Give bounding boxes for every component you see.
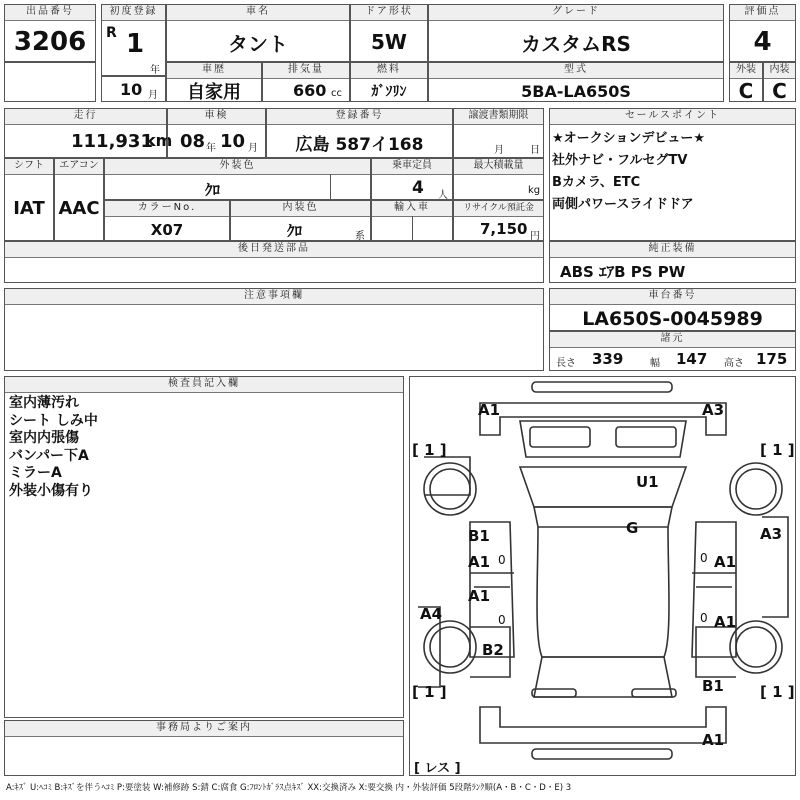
plate-box: [266, 108, 453, 158]
interior-suffix: 系: [355, 231, 365, 242]
recycle-label: リサイクル預託金: [454, 201, 543, 217]
grade: カスタムRS: [521, 31, 631, 56]
reg-month-box: [101, 76, 166, 102]
transfer-month: 月: [494, 145, 504, 156]
mark-front-left: A1: [478, 401, 501, 419]
reg-month: 10: [120, 80, 143, 99]
inspector-line: バンパー下A: [9, 447, 89, 464]
sales-points-label: セールスポイント: [550, 109, 795, 125]
mark-left-side: A4: [420, 605, 443, 623]
history-label: 車歴: [167, 63, 261, 79]
cc-unit: cc: [331, 88, 342, 99]
first-reg-box: [101, 4, 166, 76]
office-label: 事務局よりご案内: [5, 721, 403, 737]
lot-box: [4, 4, 96, 62]
displacement-label: 排気量: [263, 63, 349, 79]
month-unit: 月: [148, 90, 158, 101]
int-label: 内装: [764, 63, 795, 79]
grade-label: グレード: [429, 5, 723, 21]
mark-right-side: A3: [760, 525, 783, 543]
interior-label: 内装色: [231, 201, 370, 217]
capacity-label: 乗車定員: [372, 159, 452, 175]
ac-label: エアコン: [55, 159, 103, 175]
mileage: 111,931: [71, 131, 153, 152]
color-divider: [330, 174, 331, 200]
mark-roof: U1: [636, 473, 659, 491]
int-grade-box: [763, 62, 796, 102]
insp-month-unit: 月: [248, 143, 258, 154]
inspector-line: ミラーA: [9, 465, 62, 481]
inspector-line: シート しみ中: [9, 412, 98, 429]
later-parts-label: 後日発送部品: [5, 242, 543, 258]
chassis-box: [549, 288, 796, 331]
mark-glass: G: [626, 519, 639, 537]
sales-point-line: 社外ナビ・フルセグTV: [552, 153, 688, 168]
car-damage-diagram: [409, 376, 796, 776]
mark-zero: 0: [498, 613, 506, 627]
mark-rear-bumper: A1: [702, 731, 725, 749]
ac-box: [54, 158, 104, 241]
fuel: ｶﾞｿﾘﾝ: [371, 84, 407, 100]
history: 自家用: [187, 82, 241, 103]
transfer-box: [453, 108, 544, 158]
door-type: 5W: [371, 30, 407, 54]
inspector-line: 外装小傷有り: [9, 482, 93, 499]
color-label: 外装色: [105, 159, 370, 175]
mark-rear-right: B1: [702, 677, 724, 695]
mark-tire-fl: [ 1 ]: [412, 441, 447, 459]
interior: ｸﾛ: [287, 222, 303, 240]
width-label: 幅: [650, 358, 660, 369]
insp-month: 10: [220, 131, 246, 152]
ext-grade: C: [738, 79, 754, 103]
fuel-box: [350, 62, 428, 102]
length: 339: [592, 350, 624, 368]
mark-left-front-door-top: B1: [468, 527, 490, 545]
import-label: 輸入車: [372, 201, 452, 217]
load-box: [453, 158, 544, 200]
capacity-unit: 人: [438, 190, 448, 201]
height-label: 高さ: [724, 358, 744, 369]
model-box: [428, 62, 724, 102]
color-no-label: カラーNo.: [105, 201, 229, 217]
color-no-box: [104, 200, 230, 241]
mileage-label: 走行: [5, 109, 166, 125]
inspector-line: 室内薄汚れ: [9, 395, 79, 411]
genuine-label: 純正装備: [550, 242, 795, 258]
plate: 広島 587イ168: [295, 134, 424, 155]
chassis-number: LA650S-0045989: [582, 307, 763, 330]
shift-box: [4, 158, 54, 241]
import-divider: [412, 216, 413, 241]
history-box: [166, 62, 262, 102]
mark-left-rear-door: A1: [468, 587, 491, 605]
sales-point-line: 両側パワースライドドア: [552, 197, 694, 212]
lot-blank: [4, 62, 96, 102]
score: 4: [753, 27, 772, 57]
load-label: 最大積載量: [454, 159, 543, 175]
specs-label: 諸元: [550, 332, 795, 348]
color: ｸﾛ: [205, 181, 221, 199]
year-unit: 年: [150, 65, 160, 76]
genuine-box: [549, 241, 796, 283]
mark-right-rear-door: A1: [714, 613, 737, 631]
import-box: [371, 200, 453, 241]
genuine-items: ABS ｴｱB PS PW: [560, 263, 686, 281]
yen-unit: 円: [530, 231, 540, 242]
lot-number: 3206: [13, 27, 87, 57]
office-box: [4, 720, 404, 776]
sales-point-line: ★オークションデビュー★: [552, 131, 706, 146]
notes-label: 注意事項欄: [5, 289, 543, 305]
plate-label: 登録番号: [267, 109, 452, 125]
inspection-box: [167, 108, 266, 158]
mark-tire-rl: [ 1 ]: [412, 683, 447, 701]
grade-box: [428, 4, 724, 62]
int-grade: C: [772, 79, 787, 103]
color-no: X07: [150, 220, 184, 239]
legend: A:ｷｽﾞ U:ﾍｺﾐ B:ｷｽﾞを伴うﾍｺﾐ P:要塗装 W:補修跡 S:錆 C:腐食 G:ﾌﾛﾝﾄｶﾞﾗｽ点ｷｽﾞ XX:交換済み X:要交換 内・外装評価 5段階ﾗﾝｸ順(A・B・C・D・E) 3: [6, 783, 572, 793]
mark-left-front-door: A1: [468, 553, 491, 571]
score-box: [729, 4, 796, 62]
model-label: 型式: [429, 63, 723, 79]
inspector-line: 室内内張傷: [9, 430, 79, 446]
chassis-label: 車台番号: [550, 289, 795, 305]
width: 147: [676, 350, 708, 368]
km-unit: km: [145, 131, 173, 150]
transfer-label: 譲渡書類期限: [454, 109, 543, 125]
mark-tire-rr: [ 1 ]: [760, 683, 795, 701]
car-name-box: [166, 4, 350, 62]
transfer-day: 日: [530, 145, 540, 156]
car-name: タント: [228, 31, 288, 56]
color-box: [104, 158, 371, 200]
model: 5BA-LA650S: [521, 81, 631, 101]
score-label: 評価点: [730, 5, 795, 21]
shift: IAT: [13, 197, 45, 219]
shift-label: シフト: [5, 159, 53, 175]
inspector-label: 検査員記入欄: [5, 377, 403, 393]
recycle-box: [453, 200, 544, 241]
insp-year: 08: [180, 131, 206, 152]
displacement: 660: [293, 81, 327, 100]
mark-right-front-door: A1: [714, 553, 737, 571]
specs-box: [549, 331, 796, 371]
mark-tire-fr: [ 1 ]: [760, 441, 795, 459]
fuel-label: 燃料: [351, 63, 427, 79]
inspector-box: [4, 376, 404, 718]
mileage-box: [4, 108, 173, 158]
mark-zero: 0: [700, 611, 708, 625]
ext-grade-box: [729, 62, 763, 102]
later-parts-box: [4, 241, 544, 283]
era: R: [106, 25, 117, 41]
car-name-label: 車名: [167, 5, 349, 21]
length-label: 長さ: [556, 358, 576, 369]
mark-front-right: A3: [702, 401, 725, 419]
door-label: ドア形状: [351, 5, 427, 21]
reg-year: 1: [126, 29, 145, 59]
recycle: 7,150: [480, 220, 528, 238]
first-reg-label: 初度登録: [102, 5, 165, 21]
ext-label: 外装: [730, 63, 762, 79]
mark-zero: 0: [700, 551, 708, 565]
mark-spare: [ レス ]: [414, 761, 461, 776]
door-box: [350, 4, 428, 62]
height: 175: [756, 350, 788, 368]
capacity: 4: [412, 178, 424, 198]
load-unit: kg: [528, 185, 541, 196]
notes-box: [4, 288, 544, 371]
sales-points-box: [549, 108, 796, 241]
capacity-box: [371, 158, 453, 200]
displacement-box: [262, 62, 350, 102]
lot-label: 出品番号: [5, 5, 95, 21]
mark-zero: 0: [498, 553, 506, 567]
mark-left-rear: B2: [482, 641, 504, 659]
inspection-label: 車検: [168, 109, 265, 125]
ac: AAC: [58, 197, 100, 219]
interior-box: [230, 200, 371, 241]
sales-point-line: Bカメラ、ETC: [552, 175, 641, 190]
insp-year-unit: 年: [206, 143, 216, 154]
car-outline-drawing: [410, 377, 797, 777]
